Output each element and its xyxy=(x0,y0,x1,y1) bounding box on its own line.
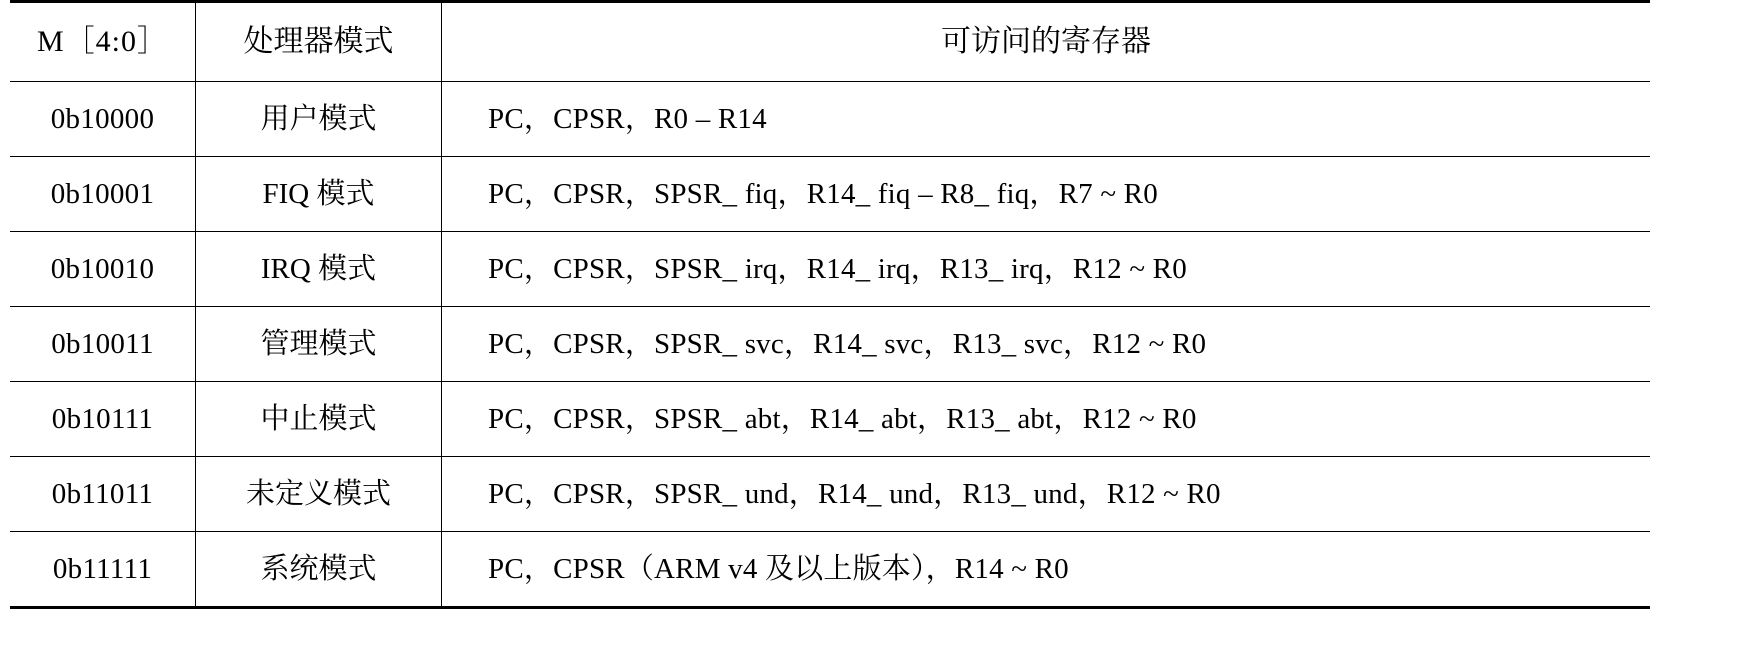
value-registers: PC，CPSR，SPSR_ irq，R14_ irq，R13_ irq，R12 ~ R0 xyxy=(488,252,1187,285)
table-row xyxy=(10,157,1650,232)
header-cell-registers xyxy=(442,2,1651,82)
cell-mode xyxy=(196,382,442,457)
value-mode: 系统模式 xyxy=(260,552,377,585)
table-row xyxy=(10,82,1650,157)
value-mbits: 0b10011 xyxy=(51,327,154,360)
cell-mbits xyxy=(10,532,196,608)
cell-mode xyxy=(196,457,442,532)
header-cell-mode xyxy=(196,2,442,82)
cell-registers xyxy=(442,307,1651,382)
value-mbits: 0b10000 xyxy=(50,102,155,135)
value-registers: PC，CPSR，SPSR_ abt，R14_ abt，R13_ abt，R12 ~ R0 xyxy=(488,402,1197,435)
cell-mbits xyxy=(10,157,196,232)
cell-registers xyxy=(442,232,1651,307)
cell-mode xyxy=(196,532,442,608)
value-mbits: 0b11111 xyxy=(52,552,153,585)
value-registers: PC，CPSR（ARM v4 及以上版本），R14 ~ R0 xyxy=(488,552,1069,585)
value-mode: FIQ 模式 xyxy=(262,177,375,210)
value-mode: IRQ 模式 xyxy=(260,252,377,285)
value-mode: 未定义模式 xyxy=(245,477,391,510)
header-label-mbits: M［4:0］ xyxy=(36,25,168,58)
cell-mbits xyxy=(10,457,196,532)
value-mbits: 0b10001 xyxy=(50,177,155,210)
table-header-row xyxy=(10,2,1650,82)
value-registers: PC，CPSR，SPSR_ svc，R14_ svc，R13_ svc，R12 ~ R0 xyxy=(488,327,1207,360)
cell-mode xyxy=(196,232,442,307)
value-registers: PC，CPSR，SPSR_ und，R14_ und，R13_ und，R12 ~ R0 xyxy=(488,477,1221,510)
cell-mode xyxy=(196,307,442,382)
header-label-registers: 可访问的寄存器 xyxy=(941,25,1151,58)
table-row xyxy=(10,457,1650,532)
header-label-mode: 处理器模式 xyxy=(243,25,394,58)
cell-mode xyxy=(196,82,442,157)
value-mode: 中止模式 xyxy=(260,402,377,435)
table-row xyxy=(10,307,1650,382)
cell-mbits xyxy=(10,382,196,457)
cell-mbits xyxy=(10,232,196,307)
cell-mbits xyxy=(10,307,196,382)
value-mbits: 0b10010 xyxy=(50,252,155,285)
value-mbits: 0b11011 xyxy=(51,477,154,510)
cell-registers xyxy=(442,82,1651,157)
table-row xyxy=(10,382,1650,457)
cell-registers xyxy=(442,532,1651,608)
table-body xyxy=(10,2,1650,608)
table-row xyxy=(10,232,1650,307)
cell-registers xyxy=(442,382,1651,457)
cell-registers xyxy=(442,157,1651,232)
table-row xyxy=(10,532,1650,608)
header-cell-mbits xyxy=(10,2,196,82)
cell-mbits xyxy=(10,82,196,157)
value-registers: PC，CPSR，R0 – R14 xyxy=(488,102,767,135)
value-mode: 用户模式 xyxy=(260,102,377,135)
value-mode: 管理模式 xyxy=(260,327,377,360)
cell-mode xyxy=(196,157,442,232)
value-mbits: 0b10111 xyxy=(51,402,154,435)
value-registers: PC，CPSR，SPSR_ fiq，R14_ fiq – R8_ fiq，R7 ~ R0 xyxy=(488,177,1158,210)
cell-registers xyxy=(442,457,1651,532)
processor-mode-table xyxy=(10,0,1650,609)
